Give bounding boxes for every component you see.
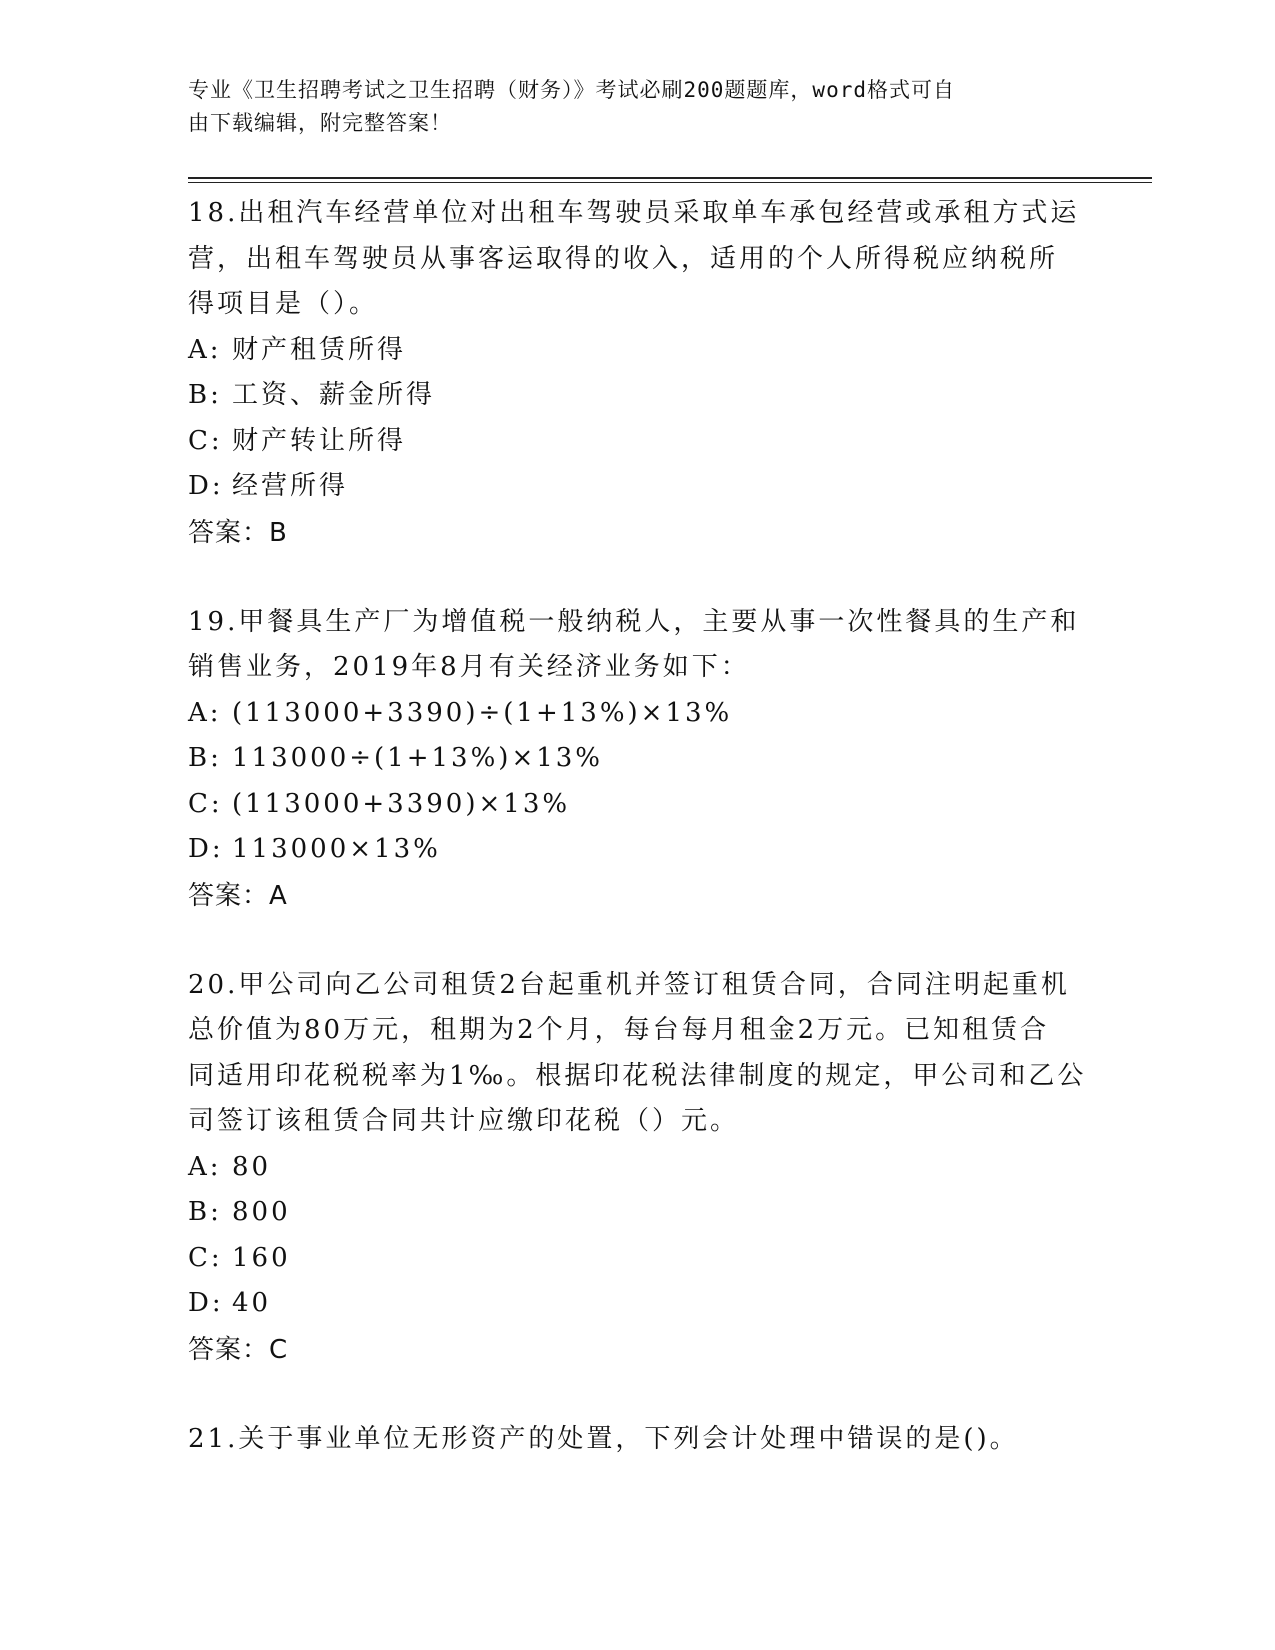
option-text: (113000+3390)×13% xyxy=(232,788,571,819)
header-divider-thick xyxy=(188,177,1152,179)
option-text: 113000÷(1+13%)×13% xyxy=(232,743,604,773)
option-text: 40 xyxy=(232,1288,272,1318)
option-text: 经营所得 xyxy=(232,471,349,501)
answer-line: 答案：C xyxy=(188,1334,289,1365)
question-list xyxy=(188,191,1088,1506)
option-c xyxy=(188,419,1088,465)
question-18 xyxy=(188,191,1088,556)
option-letter: B: xyxy=(188,380,222,410)
option-b xyxy=(188,373,1088,419)
question-stem-line: 司签订该租赁合同共计应缴印花税（）元。 xyxy=(188,1106,740,1136)
option-d xyxy=(188,1281,1088,1327)
question-stem-line: 同适用印花税税率为1‰。根据印花税法律制度的规定，甲公司和乙公 xyxy=(188,1060,1087,1091)
option-text: 财产转让所得 xyxy=(232,425,407,456)
question-20 xyxy=(188,963,1088,1373)
option-c xyxy=(188,782,1088,828)
option-a xyxy=(188,691,1088,737)
option-letter: D: xyxy=(188,834,224,864)
option-letter: C: xyxy=(188,425,223,456)
answer-line: 答案：A xyxy=(188,880,288,911)
option-letter: A: xyxy=(188,697,222,728)
option-letter: A: xyxy=(188,334,222,365)
option-d xyxy=(188,827,1088,873)
question-19 xyxy=(188,600,1088,919)
option-text: 工资、薪金所得 xyxy=(232,380,436,410)
option-letter: C: xyxy=(188,788,223,819)
option-d xyxy=(188,464,1088,510)
option-letter: C: xyxy=(188,1242,223,1273)
option-text: 113000×13% xyxy=(232,834,441,864)
option-b xyxy=(188,736,1088,782)
option-letter: B: xyxy=(188,1197,222,1227)
option-text: 80 xyxy=(232,1151,272,1182)
option-text: 160 xyxy=(232,1242,291,1273)
question-stem-line: 18.出租汽车经营单位对出租车驾驶员采取单车承包经营或承租方式运 xyxy=(188,198,1080,228)
question-stem-line: 总价值为80万元，租期为2个月，每台每月租金2万元。已知租赁合 xyxy=(188,1015,1050,1045)
header-line-2: 由下载编辑，附完整答案！ xyxy=(188,111,452,135)
option-letter: B: xyxy=(188,743,222,773)
question-stem-line: 得项目是（）。 xyxy=(188,289,379,319)
document-header xyxy=(188,74,1068,140)
option-a xyxy=(188,328,1088,374)
header-line-1: 专业《卫生招聘考试之卫生招聘（财务）》考试必刷200题题库，word格式可自 xyxy=(188,78,955,102)
option-c xyxy=(188,1236,1088,1282)
option-letter: D: xyxy=(188,1288,224,1318)
answer-line: 答案：B xyxy=(188,517,288,548)
option-letter: A: xyxy=(188,1151,222,1182)
option-a xyxy=(188,1145,1088,1191)
question-stem-line: 20.甲公司向乙公司租赁2台起重机并签订租赁合同，合同注明起重机 xyxy=(188,969,1070,1000)
option-text: 财产租赁所得 xyxy=(232,334,407,365)
question-stem-line: 19.甲餐具生产厂为增值税一般纳税人，主要从事一次性餐具的生产和 xyxy=(188,606,1080,637)
option-text: 800 xyxy=(232,1197,291,1227)
header-divider-thin xyxy=(188,182,1152,183)
question-21 xyxy=(188,1417,1088,1463)
option-text: (113000+3390)÷(1+13%)×13% xyxy=(232,697,733,728)
question-stem-line: 销售业务，2019年8月有关经济业务如下： xyxy=(188,652,750,682)
option-letter: D: xyxy=(188,471,224,501)
question-stem-line: 21.关于事业单位无形资产的处置，下列会计处理中错误的是()。 xyxy=(188,1423,1019,1454)
option-b xyxy=(188,1190,1088,1236)
question-stem-line: 营，出租车驾驶员从事客运取得的收入，适用的个人所得税应纳税所 xyxy=(188,243,1059,274)
